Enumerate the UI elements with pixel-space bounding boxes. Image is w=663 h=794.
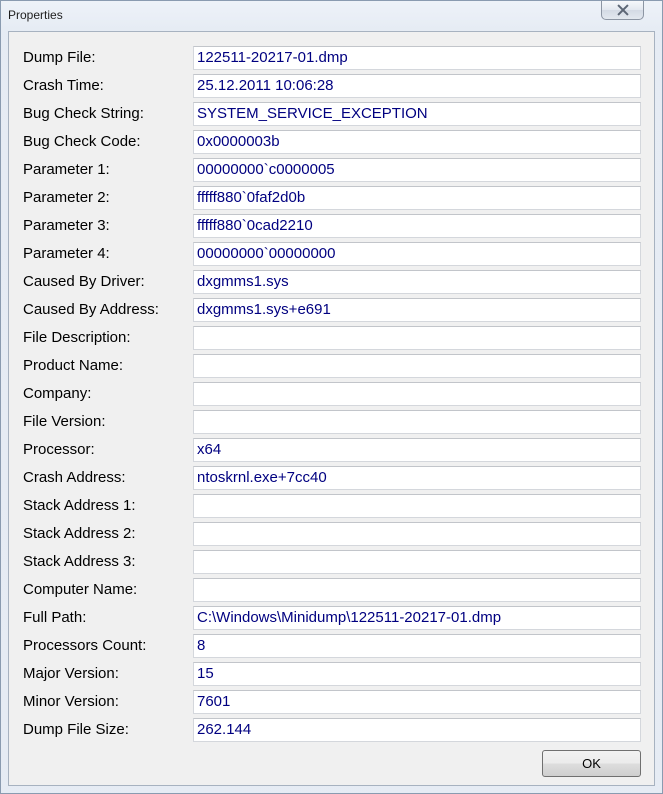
row-crash-address bbox=[9, 464, 654, 492]
label-product-name: Product Name: bbox=[23, 357, 124, 374]
field-stack-address-2[interactable] bbox=[193, 522, 641, 546]
row-stack-address-1 bbox=[9, 492, 654, 520]
properties-panel bbox=[8, 31, 655, 786]
label-processors-count: Processors Count: bbox=[23, 637, 147, 654]
row-major-version bbox=[9, 660, 654, 688]
row-computer-name bbox=[9, 576, 654, 604]
row-parameter-1 bbox=[9, 156, 654, 184]
row-bug-check-string bbox=[9, 100, 654, 128]
row-caused-by-driver bbox=[9, 268, 654, 296]
field-caused-by-address[interactable]: dxgmms1.sys+e691 bbox=[193, 298, 641, 322]
field-crash-address[interactable]: ntoskrnl.exe+7cc40 bbox=[193, 466, 641, 490]
label-stack-address-1: Stack Address 1: bbox=[23, 497, 136, 514]
row-caused-by-address bbox=[9, 296, 654, 324]
row-bug-check-code bbox=[9, 128, 654, 156]
label-caused-by-address: Caused By Address: bbox=[23, 301, 159, 318]
label-major-version: Major Version: bbox=[23, 665, 119, 682]
label-stack-address-3: Stack Address 3: bbox=[23, 553, 136, 570]
row-processor bbox=[9, 436, 654, 464]
row-company bbox=[9, 380, 654, 408]
label-full-path: Full Path: bbox=[23, 609, 87, 626]
field-company[interactable] bbox=[193, 382, 641, 406]
close-button[interactable] bbox=[601, 1, 644, 20]
field-minor-version[interactable]: 7601 bbox=[193, 690, 641, 714]
field-stack-address-1[interactable] bbox=[193, 494, 641, 518]
row-processors-count bbox=[9, 632, 654, 660]
field-crash-time[interactable]: 25.12.2011 10:06:28 bbox=[193, 74, 641, 98]
field-file-description[interactable] bbox=[193, 326, 641, 350]
field-parameter-1[interactable]: 00000000`c0000005 bbox=[193, 158, 641, 182]
label-parameter-1: Parameter 1: bbox=[23, 161, 110, 178]
label-caused-by-driver: Caused By Driver: bbox=[23, 273, 145, 290]
label-dump-file-size: Dump File Size: bbox=[23, 721, 129, 738]
row-full-path bbox=[9, 604, 654, 632]
field-computer-name[interactable] bbox=[193, 578, 641, 602]
field-major-version[interactable]: 15 bbox=[193, 662, 641, 686]
label-parameter-3: Parameter 3: bbox=[23, 217, 110, 234]
field-bug-check-string[interactable]: SYSTEM_SERVICE_EXCEPTION bbox=[193, 102, 641, 126]
row-stack-address-2 bbox=[9, 520, 654, 548]
row-parameter-3 bbox=[9, 212, 654, 240]
row-stack-address-3 bbox=[9, 548, 654, 576]
label-parameter-2: Parameter 2: bbox=[23, 189, 110, 206]
label-dump-file: Dump File: bbox=[23, 49, 96, 66]
row-minor-version bbox=[9, 688, 654, 716]
field-parameter-4[interactable]: 00000000`00000000 bbox=[193, 242, 641, 266]
field-file-version[interactable] bbox=[193, 410, 641, 434]
field-parameter-2[interactable]: fffff880`0faf2d0b bbox=[193, 186, 641, 210]
label-crash-time: Crash Time: bbox=[23, 77, 104, 94]
field-product-name[interactable] bbox=[193, 354, 641, 378]
label-stack-address-2: Stack Address 2: bbox=[23, 525, 136, 542]
row-crash-time bbox=[9, 72, 654, 100]
field-parameter-3[interactable]: fffff880`0cad2210 bbox=[193, 214, 641, 238]
label-parameter-4: Parameter 4: bbox=[23, 245, 110, 262]
label-bug-check-code: Bug Check Code: bbox=[23, 133, 141, 150]
field-processors-count[interactable]: 8 bbox=[193, 634, 641, 658]
label-processor: Processor: bbox=[23, 441, 95, 458]
field-dump-file[interactable]: 122511-20217-01.dmp bbox=[193, 46, 641, 70]
label-file-description: File Description: bbox=[23, 329, 131, 346]
row-parameter-2 bbox=[9, 184, 654, 212]
row-file-version bbox=[9, 408, 654, 436]
label-computer-name: Computer Name: bbox=[23, 581, 138, 598]
row-file-description bbox=[9, 324, 654, 352]
field-bug-check-code[interactable]: 0x0000003b bbox=[193, 130, 641, 154]
field-stack-address-3[interactable] bbox=[193, 550, 641, 574]
field-full-path[interactable]: C:\Windows\Minidump\122511-20217-01.dmp bbox=[193, 606, 641, 630]
row-dump-file-size bbox=[9, 716, 654, 744]
close-icon bbox=[617, 4, 629, 16]
row-dump-file bbox=[9, 44, 654, 72]
window-title: Properties bbox=[8, 8, 63, 22]
row-product-name bbox=[9, 352, 654, 380]
row-parameter-4 bbox=[9, 240, 654, 268]
label-minor-version: Minor Version: bbox=[23, 693, 119, 710]
title-bar[interactable] bbox=[1, 1, 662, 31]
label-company: Company: bbox=[23, 385, 92, 402]
ok-button[interactable]: OK bbox=[542, 750, 641, 777]
field-dump-file-size[interactable]: 262.144 bbox=[193, 718, 641, 742]
field-caused-by-driver[interactable]: dxgmms1.sys bbox=[193, 270, 641, 294]
field-processor[interactable]: x64 bbox=[193, 438, 641, 462]
label-bug-check-string: Bug Check String: bbox=[23, 105, 144, 122]
label-file-version: File Version: bbox=[23, 413, 106, 430]
label-crash-address: Crash Address: bbox=[23, 469, 126, 486]
